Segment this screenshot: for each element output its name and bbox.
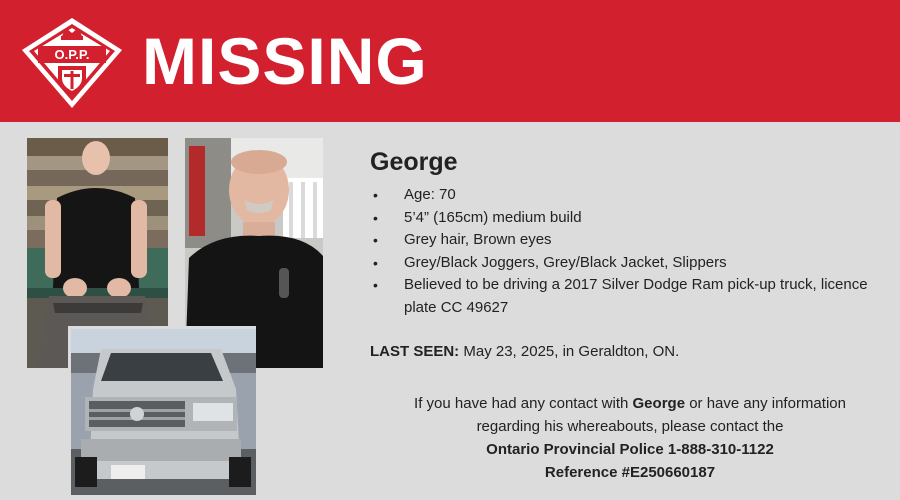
person-name: George (370, 148, 458, 176)
last-seen (370, 343, 870, 360)
detail-clothing: • Grey/Black Joggers, Grey/Black Jacket, Slippers (370, 252, 870, 275)
contact-line-1-name: George (632, 395, 686, 412)
silver-pickup-truck-photo (68, 326, 256, 495)
detail-age: • Age: 70 (370, 184, 870, 207)
reference-number (380, 461, 880, 484)
contact-line-1-post: or have any information (689, 395, 846, 412)
contact-line-1-pre: If you have had any contact with (414, 395, 629, 412)
opp-badge-icon (18, 14, 126, 110)
contact-info (380, 392, 880, 484)
contact-line-2: regarding his whereabouts, please contact the (476, 418, 784, 435)
person-info (370, 146, 870, 360)
detail-list (370, 184, 870, 319)
contact-phone (380, 438, 880, 461)
detail-build: • 5’4” (165cm) medium build (370, 207, 870, 230)
detail-vehicle: • Believed to be driving a 2017 Silver Dodge Ram pick-up truck, licence plate CC 49627 (370, 274, 870, 319)
last-seen-value: May 23, 2025, in Geraldton, ON. (463, 343, 680, 360)
last-seen-label: LAST SEEN: (370, 343, 460, 360)
page-title: MISSING (142, 24, 428, 98)
header-banner (0, 0, 900, 122)
contact-phone-text: Ontario Provincial Police 1-888-310-1122 (486, 441, 774, 458)
logo-text: O.P.P. (54, 47, 90, 62)
detail-hair-eyes: • Grey hair, Brown eyes (370, 229, 870, 252)
contact-line-1 (380, 392, 880, 415)
reference-number-text: Reference #E250660187 (544, 464, 716, 481)
